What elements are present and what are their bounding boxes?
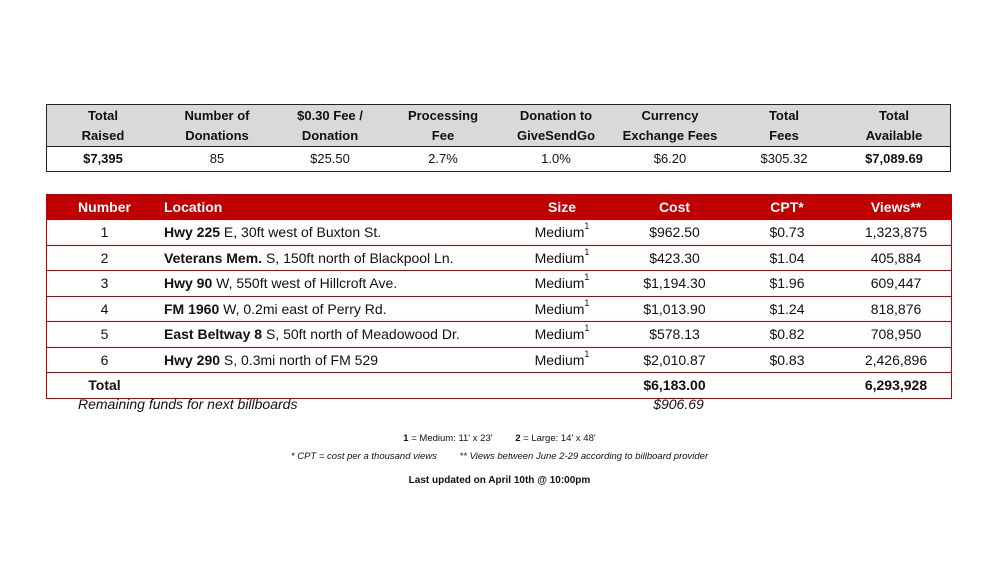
- remaining-funds-label: Remaining funds for next billboards: [78, 396, 298, 412]
- row-cost: $1,194.30: [643, 275, 706, 292]
- summary-header-cell: $0.30 Fee / Donation: [297, 107, 363, 143]
- summary-header-row: [47, 105, 950, 147]
- column-header: Cost: [658, 199, 691, 215]
- column-header: Number: [78, 199, 131, 215]
- row-location: Veterans Mem. S, 150ft north of Blackpool Ln.: [164, 249, 454, 266]
- row-number: 1: [100, 224, 109, 241]
- row-size: Medium$^1$: [534, 246, 590, 266]
- row-views: 708,950: [870, 326, 922, 343]
- row-number: 6: [100, 351, 109, 368]
- donations-count-value: 85: [209, 151, 225, 166]
- billboards-header-row: [47, 195, 951, 219]
- size-note-medium: 1 = Medium: 11' x 23': [403, 433, 493, 444]
- table-row: [47, 347, 951, 373]
- total-views: 6,293,928: [864, 377, 928, 394]
- row-size: Medium$^1$: [534, 348, 590, 368]
- column-header: Views**: [870, 199, 922, 215]
- row-cpt: $0.82: [769, 326, 805, 343]
- row-location: Hwy 290 S, 0.3mi north of FM 529: [164, 351, 379, 368]
- row-cpt: $1.96: [769, 275, 805, 292]
- billboards-table: [46, 194, 952, 399]
- total-cost: $6,183.00: [643, 377, 706, 394]
- table-row: [47, 219, 951, 245]
- summary-table: [46, 104, 951, 172]
- column-header: CPT*: [770, 199, 804, 215]
- givesendgo-value: 1.0%: [541, 151, 571, 166]
- cpt-footnote: * CPT = cost per a thousand views: [290, 451, 437, 462]
- processing-fee-value: 2.7%: [428, 151, 458, 166]
- row-location: East Beltway 8 S, 50ft north of Meadowood Dr.: [164, 326, 460, 343]
- summary-header-cell: Number of Donations: [184, 107, 250, 143]
- size-legend: [0, 433, 999, 444]
- last-updated: Last updated on April 10th @ 10:00pm: [408, 475, 591, 486]
- total-available-value: $7,089.69: [865, 151, 923, 166]
- summary-header-cell: Total Fees: [768, 107, 800, 143]
- views-footnote: ** Views between June 2-29 according to billboard provider: [459, 451, 709, 462]
- summary-header-cell: Currency Exchange Fees: [622, 107, 718, 143]
- summary-header-cell: Processing Fee: [407, 107, 479, 143]
- row-views: 2,426,896: [864, 351, 928, 368]
- summary-header-cell: Donation to GiveSendGo: [516, 107, 596, 143]
- table-row: [47, 296, 951, 322]
- row-location: Hwy 90 W, 550ft west of Hillcroft Ave.: [164, 275, 398, 292]
- exchange-fees-value: $6.20: [653, 151, 687, 166]
- donation-fee-value: $25.50: [310, 151, 350, 166]
- remaining-funds-row: [46, 393, 952, 415]
- summary-values-row: [47, 147, 950, 171]
- row-cost: $423.30: [649, 249, 700, 266]
- remaining-funds-value: $906.69: [653, 396, 704, 412]
- row-cpt: $1.24: [769, 300, 805, 317]
- table-row: [47, 270, 951, 296]
- table-row: [47, 321, 951, 347]
- row-views: 1,323,875: [864, 224, 928, 241]
- row-cpt: $0.73: [769, 224, 805, 241]
- row-location: Hwy 225 E, 30ft west of Buxton St.: [164, 224, 382, 241]
- row-size: Medium$^1$: [534, 323, 590, 343]
- row-cpt: $0.83: [769, 351, 805, 368]
- size-note-large: 2 = Large: 14' x 48': [515, 433, 596, 444]
- row-location: FM 1960 W, 0.2mi east of Perry Rd.: [164, 300, 387, 317]
- total-fees-value: $305.32: [760, 151, 808, 166]
- total-label: Total: [88, 377, 121, 394]
- row-cost: $2,010.87: [643, 351, 706, 368]
- row-views: 609,447: [870, 275, 922, 292]
- row-cost: $1,013.90: [643, 300, 706, 317]
- row-size: Medium$^1$: [534, 221, 590, 241]
- column-header: Location: [164, 199, 223, 215]
- row-number: 3: [100, 275, 109, 292]
- row-size: Medium$^1$: [534, 297, 590, 317]
- row-views: 818,876: [870, 300, 922, 317]
- row-cpt: $1.04: [769, 249, 805, 266]
- row-number: 5: [100, 326, 109, 343]
- row-cost: $578.13: [649, 326, 700, 343]
- row-size: Medium$^1$: [534, 272, 590, 292]
- total-raised-value: $7,395: [83, 151, 123, 166]
- column-header: Size: [547, 199, 576, 215]
- row-number: 4: [100, 300, 109, 317]
- row-cost: $962.50: [649, 224, 700, 241]
- summary-header-cell: Total Raised: [81, 107, 125, 143]
- footnotes: [0, 451, 999, 462]
- table-row: [47, 245, 951, 271]
- row-views: 405,884: [870, 249, 922, 266]
- summary-header-cell: Total Available: [865, 107, 923, 143]
- row-number: 2: [100, 249, 109, 266]
